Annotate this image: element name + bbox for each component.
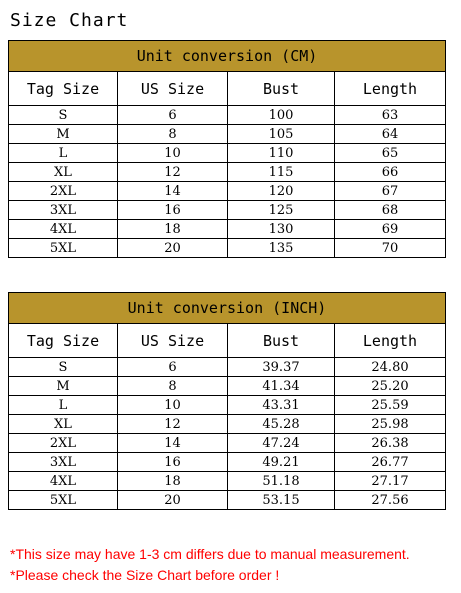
cell-bust: 39.37: [228, 358, 335, 377]
cell-us-size: 20: [118, 491, 228, 510]
cell-bust: 115: [228, 163, 335, 182]
cell-length: 70: [335, 239, 446, 258]
cell-length: 25.20: [335, 377, 446, 396]
cell-length: 25.59: [335, 396, 446, 415]
cell-length: 27.17: [335, 472, 446, 491]
header-row: [9, 72, 446, 106]
cell-tag-size: 2XL: [9, 182, 118, 201]
cell-tag-size: S: [9, 106, 118, 125]
cell-bust: 120: [228, 182, 335, 201]
table-row: [9, 358, 446, 377]
table-row: [9, 106, 446, 125]
cell-us-size: 14: [118, 434, 228, 453]
cell-bust: 45.28: [228, 415, 335, 434]
table-row: [9, 396, 446, 415]
cell-bust: 49.21: [228, 453, 335, 472]
cell-tag-size: 4XL: [9, 472, 118, 491]
cell-us-size: 20: [118, 239, 228, 258]
cell-tag-size: 3XL: [9, 453, 118, 472]
cell-tag-size: 3XL: [9, 201, 118, 220]
cell-bust: 110: [228, 144, 335, 163]
cell-tag-size: 5XL: [9, 491, 118, 510]
cell-us-size: 12: [118, 163, 228, 182]
header-tag-size: Tag Size: [9, 72, 118, 106]
header-us-size: US Size: [118, 72, 228, 106]
cell-bust: 51.18: [228, 472, 335, 491]
cell-length: 25.98: [335, 415, 446, 434]
cell-length: 27.56: [335, 491, 446, 510]
cell-us-size: 14: [118, 182, 228, 201]
cell-tag-size: L: [9, 396, 118, 415]
header-row: [9, 324, 446, 358]
cell-length: 24.80: [335, 358, 446, 377]
cell-us-size: 18: [118, 472, 228, 491]
cell-length: 68: [335, 201, 446, 220]
table-caption: Unit conversion (INCH): [9, 293, 446, 324]
header-length: Length: [335, 72, 446, 106]
table-row: [9, 453, 446, 472]
note-measurement: *This size may have 1-3 cm differs due to manual measurement.: [10, 546, 410, 562]
cell-bust: 125: [228, 201, 335, 220]
table-row: [9, 125, 446, 144]
cell-tag-size: S: [9, 358, 118, 377]
table-row: [9, 491, 446, 510]
cell-length: 69: [335, 220, 446, 239]
table-row: [9, 377, 446, 396]
page-title: Size Chart: [10, 10, 129, 31]
table-row: [9, 182, 446, 201]
cell-tag-size: XL: [9, 163, 118, 182]
cell-us-size: 16: [118, 453, 228, 472]
cell-bust: 105: [228, 125, 335, 144]
cell-us-size: 18: [118, 220, 228, 239]
header-tag-size: Tag Size: [9, 324, 118, 358]
cell-us-size: 8: [118, 377, 228, 396]
note-check-chart: *Please check the Size Chart before order !: [10, 567, 280, 583]
cell-length: 26.77: [335, 453, 446, 472]
header-bust: Bust: [228, 72, 335, 106]
cell-us-size: 8: [118, 125, 228, 144]
cell-bust: 41.34: [228, 377, 335, 396]
cell-length: 65: [335, 144, 446, 163]
cell-us-size: 6: [118, 106, 228, 125]
cell-us-size: 12: [118, 415, 228, 434]
header-us-size: US Size: [118, 324, 228, 358]
cell-bust: 100: [228, 106, 335, 125]
table-row: [9, 144, 446, 163]
table-row: [9, 472, 446, 491]
table-row: [9, 201, 446, 220]
cell-tag-size: 4XL: [9, 220, 118, 239]
cell-bust: 135: [228, 239, 335, 258]
size-table-cm: [8, 40, 446, 258]
header-length: Length: [335, 324, 446, 358]
cell-tag-size: M: [9, 377, 118, 396]
table-caption: Unit conversion (CM): [9, 41, 446, 72]
cell-bust: 53.15: [228, 491, 335, 510]
table-row: [9, 434, 446, 453]
cell-bust: 43.31: [228, 396, 335, 415]
cell-tag-size: 2XL: [9, 434, 118, 453]
cell-tag-size: M: [9, 125, 118, 144]
cell-length: 64: [335, 125, 446, 144]
cell-length: 63: [335, 106, 446, 125]
cell-bust: 130: [228, 220, 335, 239]
cell-bust: 47.24: [228, 434, 335, 453]
table-row: [9, 239, 446, 258]
header-bust: Bust: [228, 324, 335, 358]
cell-length: 67: [335, 182, 446, 201]
cell-tag-size: L: [9, 144, 118, 163]
cell-us-size: 10: [118, 144, 228, 163]
cell-length: 26.38: [335, 434, 446, 453]
cell-length: 66: [335, 163, 446, 182]
size-table-inch: [8, 292, 446, 510]
cell-us-size: 6: [118, 358, 228, 377]
cell-tag-size: 5XL: [9, 239, 118, 258]
table-row: [9, 220, 446, 239]
cell-us-size: 16: [118, 201, 228, 220]
table-row: [9, 415, 446, 434]
cell-us-size: 10: [118, 396, 228, 415]
table-row: [9, 163, 446, 182]
cell-tag-size: XL: [9, 415, 118, 434]
